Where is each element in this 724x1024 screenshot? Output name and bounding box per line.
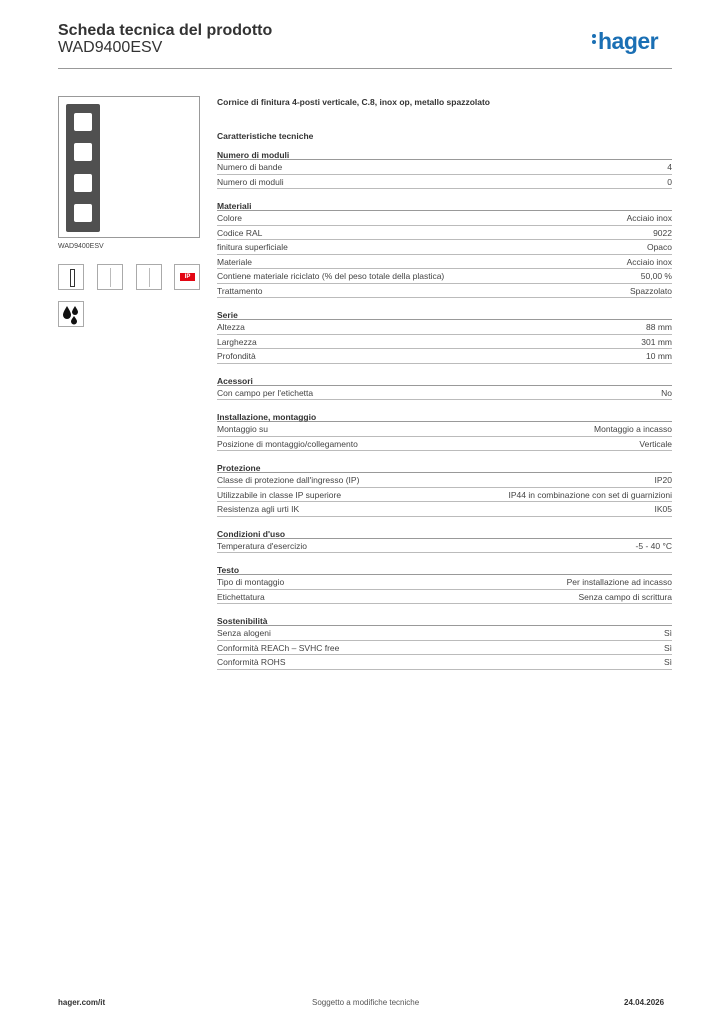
spec-row bbox=[217, 590, 672, 605]
frame-slot bbox=[74, 204, 92, 222]
blank-icon bbox=[136, 264, 162, 290]
spec-label: Con campo per l'etichetta bbox=[217, 387, 314, 398]
logo-text: hager bbox=[598, 28, 659, 54]
spec-row bbox=[217, 240, 672, 255]
section-title: Condizioni d'uso bbox=[217, 524, 672, 539]
footer-note: Soggetto a modifiche tecniche bbox=[312, 998, 420, 1007]
spec-row bbox=[217, 437, 672, 452]
spec-value: IK05 bbox=[654, 504, 672, 514]
frame-slot bbox=[74, 143, 92, 161]
frame-slot bbox=[74, 174, 92, 192]
spec-label: Conformità REACh – SVHC free bbox=[217, 642, 340, 653]
spec-label: Numero di bande bbox=[217, 162, 283, 172]
spec-row bbox=[217, 255, 672, 270]
spec-label: Trattamento bbox=[217, 285, 263, 296]
spec-row bbox=[217, 175, 672, 190]
spec-label: finitura superficiale bbox=[217, 242, 288, 252]
hager-logo[interactable] bbox=[592, 28, 658, 55]
spec-value: IP44 in combinazione con set di guarnizioni bbox=[508, 489, 672, 500]
spec-value: Montaggio a incasso bbox=[594, 424, 672, 434]
spec-row bbox=[217, 320, 672, 335]
spec-label: Altezza bbox=[217, 322, 245, 332]
spec-value: Verticale bbox=[639, 438, 672, 449]
spec-label: Conformità ROHS bbox=[217, 657, 286, 667]
ip-badge: IP bbox=[180, 273, 195, 281]
spec-label: Temperatura d'esercizio bbox=[217, 540, 307, 551]
spec-value: 9022 bbox=[653, 227, 672, 238]
spec-row bbox=[217, 539, 672, 554]
spec-row bbox=[217, 211, 672, 226]
spec-value: 10 mm bbox=[646, 351, 672, 361]
spec-label: Montaggio su bbox=[217, 424, 269, 434]
product-code: WAD9400ESV bbox=[58, 39, 163, 56]
blank-icon bbox=[97, 264, 123, 290]
product-image bbox=[58, 96, 200, 238]
section-title: Serie bbox=[217, 305, 672, 320]
spec-value: Sì bbox=[663, 657, 672, 667]
spec-value: 301 mm bbox=[641, 336, 672, 347]
spec-value: 88 mm bbox=[646, 322, 672, 332]
section-title: Protezione bbox=[217, 458, 672, 473]
spec-label: Colore bbox=[217, 213, 243, 223]
section-title: Materiali bbox=[217, 196, 672, 211]
spec-value: IP20 bbox=[654, 475, 672, 485]
spec-row bbox=[217, 349, 672, 364]
spec-row bbox=[217, 473, 672, 488]
section-title: Testo bbox=[217, 560, 672, 575]
footer-website-link[interactable]: hager.com/it bbox=[58, 998, 106, 1007]
spec-row bbox=[217, 655, 672, 670]
spec-label: Classe di protezione dall'ingresso (IP) bbox=[217, 475, 360, 485]
spec-label: Posizione di montaggio/collegamento bbox=[217, 438, 358, 449]
spec-label: Codice RAL bbox=[217, 227, 263, 238]
spec-label: Senza alogeni bbox=[217, 628, 271, 638]
water-drops-icon bbox=[58, 301, 84, 327]
spec-value: No bbox=[661, 387, 672, 398]
product-description: Cornice di finitura 4-posti verticale, C.8, inox op, metallo spazzolato bbox=[217, 97, 490, 107]
spec-label: Utilizzabile in classe IP superiore bbox=[217, 489, 342, 500]
spec-value: Per installazione ad incasso bbox=[566, 577, 672, 587]
frame-vertical-icon bbox=[58, 264, 84, 290]
ip-rating-icon bbox=[174, 264, 200, 290]
spec-row bbox=[217, 160, 672, 175]
spec-row bbox=[217, 386, 672, 401]
section-title: Installazione, montaggio bbox=[217, 407, 672, 422]
spec-row bbox=[217, 626, 672, 641]
spec-value: Senza campo di scrittura bbox=[578, 591, 672, 602]
spec-label: Contiene materiale riciclato (% del peso totale della plastica) bbox=[217, 271, 445, 281]
specs-heading: Caratteristiche tecniche bbox=[217, 131, 314, 141]
spec-value: Sì bbox=[663, 628, 672, 638]
spec-value: Acciaio inox bbox=[626, 213, 672, 223]
page-title: Scheda tecnica del prodotto bbox=[58, 22, 273, 39]
spec-row bbox=[217, 422, 672, 437]
spec-value: Spazzolato bbox=[629, 285, 672, 296]
section-title: Acessori bbox=[217, 371, 672, 386]
spec-value: 50,00 % bbox=[640, 271, 672, 281]
spec-value: 4 bbox=[667, 162, 672, 172]
spec-value: Sì bbox=[663, 642, 672, 653]
frame-illustration bbox=[66, 104, 100, 232]
footer-date: 24.04.2026 bbox=[624, 998, 665, 1007]
spec-label: Tipo di montaggio bbox=[217, 577, 285, 587]
spec-value: Opaco bbox=[646, 242, 672, 252]
section-title: Numero di moduli bbox=[217, 145, 672, 160]
spec-value: Acciaio inox bbox=[626, 256, 672, 267]
spec-label: Materiale bbox=[217, 256, 252, 267]
header-divider bbox=[58, 68, 672, 69]
spec-label: Larghezza bbox=[217, 336, 257, 347]
spec-row bbox=[217, 226, 672, 241]
spec-value: 0 bbox=[667, 176, 672, 187]
section-title: Sostenibilità bbox=[217, 611, 672, 626]
frame-slot bbox=[74, 113, 92, 131]
spec-row bbox=[217, 335, 672, 350]
spec-row bbox=[217, 575, 672, 590]
spec-row bbox=[217, 284, 672, 299]
spec-row bbox=[217, 269, 672, 284]
spec-label: Resistenza agli urti IK bbox=[217, 504, 300, 514]
specs-table bbox=[217, 145, 672, 670]
spec-label: Profondità bbox=[217, 351, 256, 361]
product-image-caption: WAD9400ESV bbox=[58, 243, 104, 250]
spec-label: Etichettatura bbox=[217, 591, 265, 602]
spec-label: Numero di moduli bbox=[217, 176, 284, 187]
spec-row bbox=[217, 641, 672, 656]
spec-row bbox=[217, 488, 672, 503]
logo-dots-icon bbox=[592, 32, 597, 46]
spec-value: -5 - 40 °C bbox=[635, 540, 672, 551]
spec-row bbox=[217, 502, 672, 517]
